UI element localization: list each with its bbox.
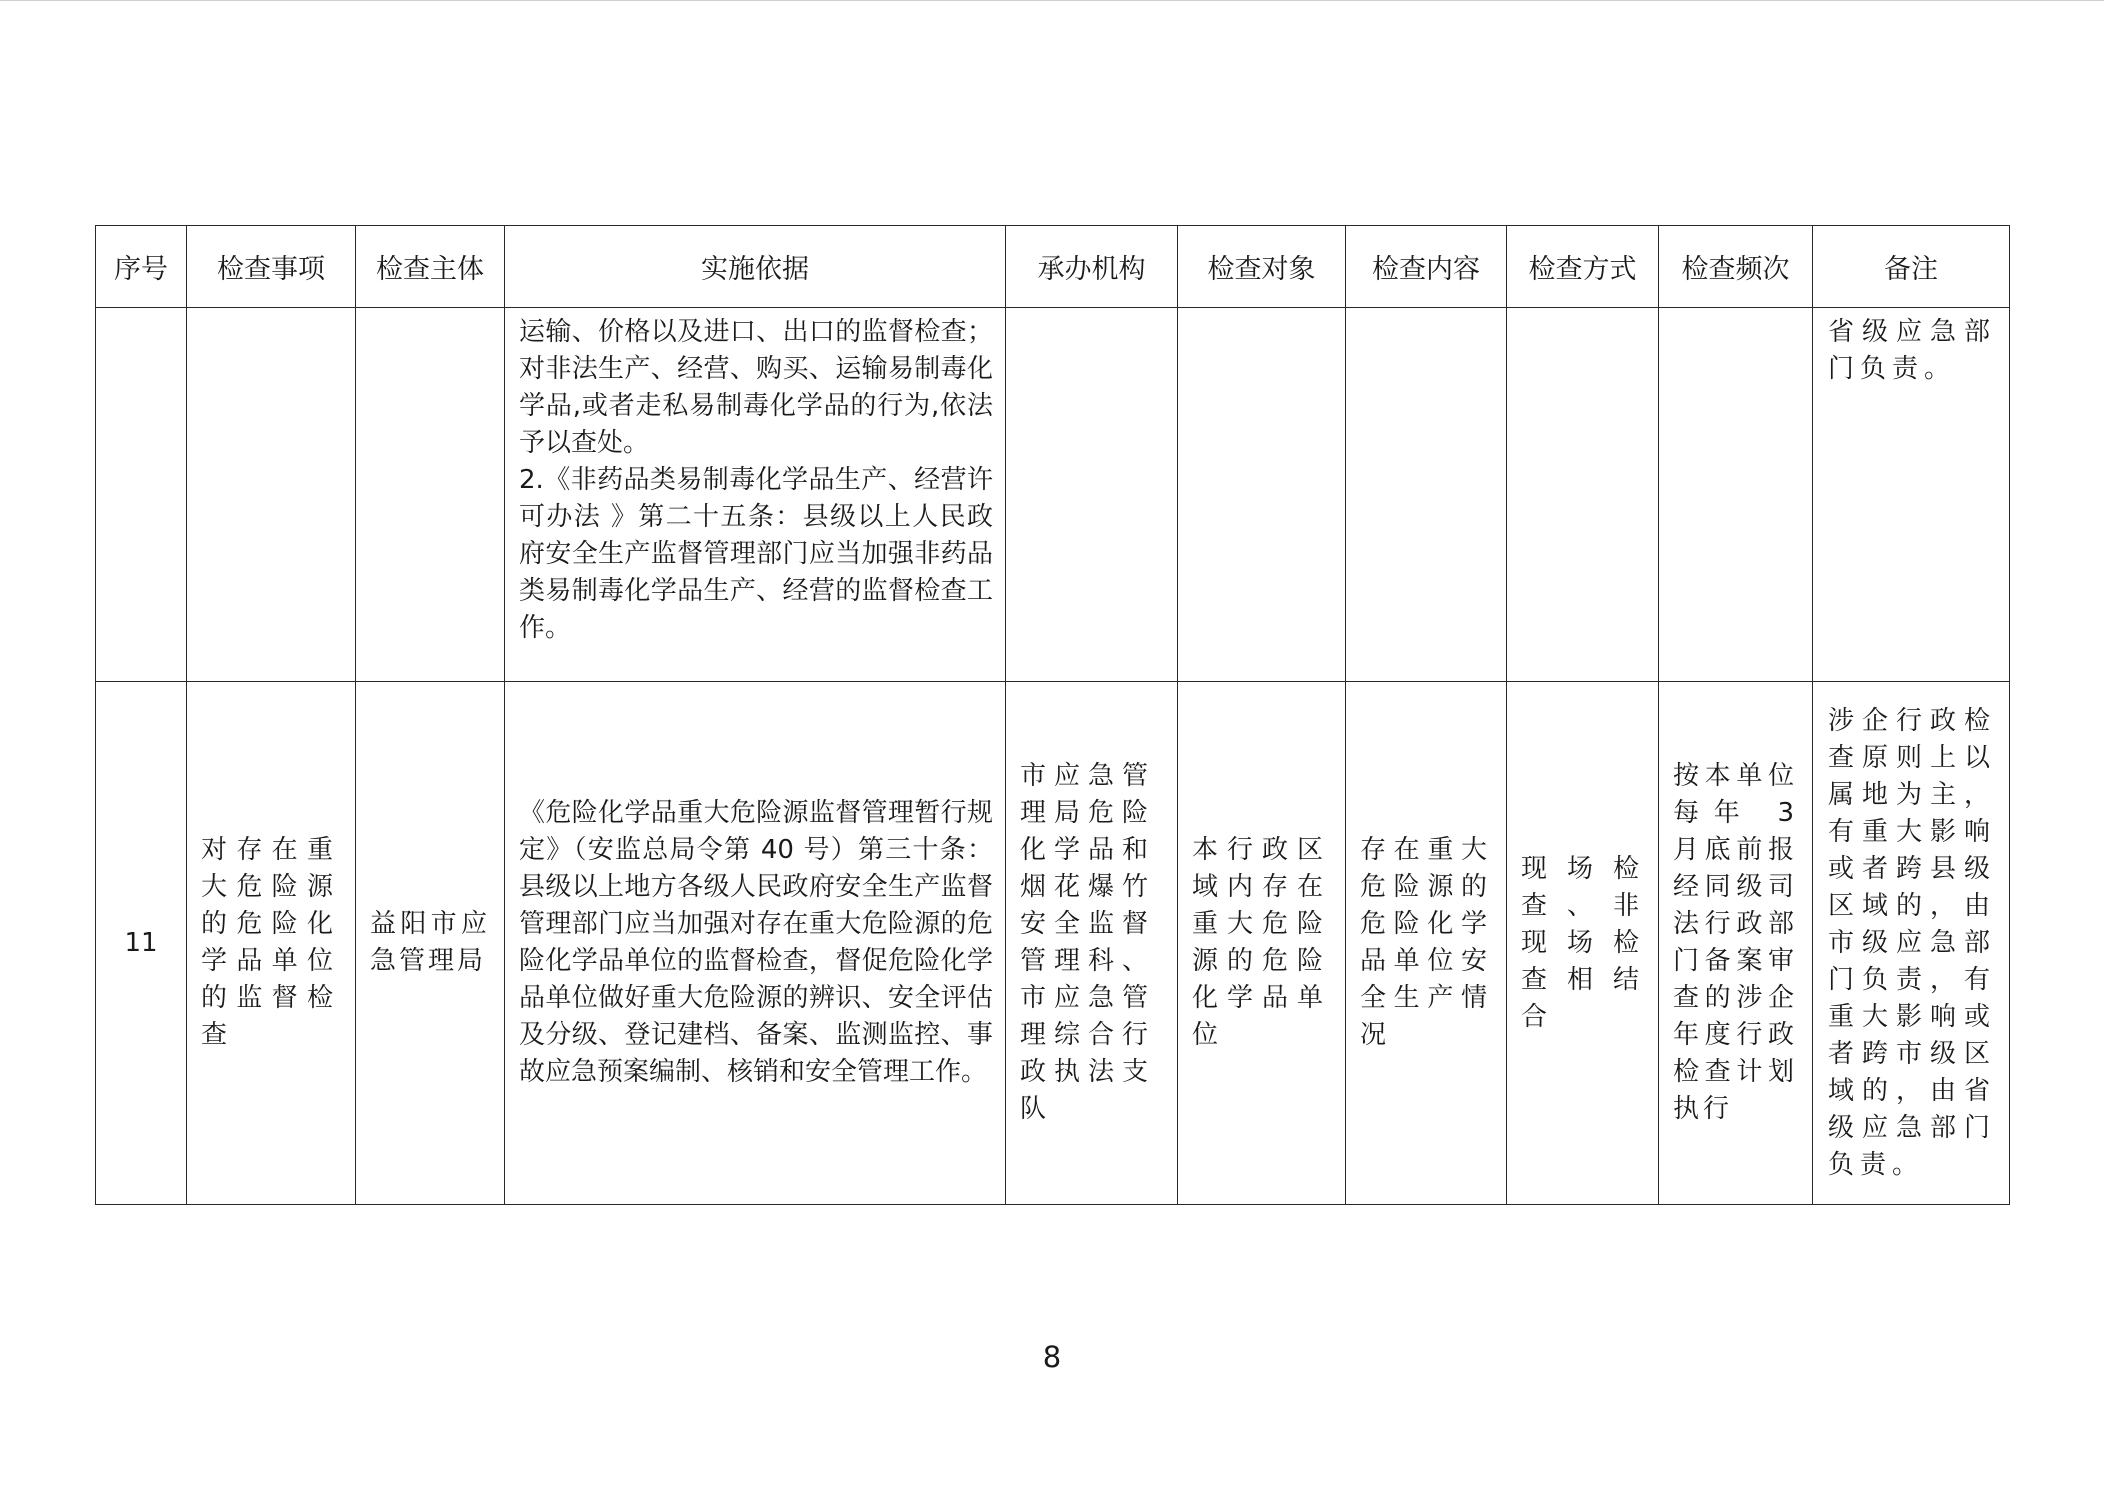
basis-paragraph-1: 运输、价格以及进口、出口的监督检查；对非法生产、经营、购买、运输易制毒化学品,或者走私易制毒化学品的行为,依法予以查处。: [519, 317, 993, 458]
header-seq: 序号: [96, 226, 187, 308]
cell-frequency: 按本单位每年 3 月底前报经同级司法行政部门备案审查的涉企年度行政检查计划执行: [1659, 682, 1813, 1205]
cell-content: 存在重大危险源的危险化学品单位安全生产情况: [1346, 682, 1507, 1205]
cell-basis: 《危险化学品重大危险源监督管理暂行规定》（安监总局令第 40 号）第三十条：县级以上地方各级人民政府安全生产监督管理部门应当加强对存在重大危险源的危险化学品单位的监督检查，督促危险化学品单位做好重大危险源的辨识、安全评估及分级、登记建档、备案、监测监控、事故应急预案编制、核销和安全管理工作。: [505, 682, 1006, 1205]
table-header-row: [96, 226, 2010, 308]
page-top-border: [0, 0, 2104, 1]
cell-agency: [1006, 308, 1178, 682]
header-object: 检查对象: [1178, 226, 1346, 308]
cell-remark: 省级应急部门负责。: [1813, 308, 2010, 682]
cell-basis: [505, 308, 1006, 682]
table-row-continuation: [96, 308, 2010, 682]
cell-item: 对存在重大危险源的危险化学品单位的监督检查: [187, 682, 356, 1205]
header-method: 检查方式: [1507, 226, 1659, 308]
cell-seq: [96, 308, 187, 682]
header-remark: 备注: [1813, 226, 2010, 308]
header-agency: 承办机构: [1006, 226, 1178, 308]
table-row-11: [96, 682, 2010, 1205]
basis-paragraph-2: 2.《非药品类易制毒化学品生产、经营许可办法 》第二十五条：县级以上人民政府安全生产监督管理部门应当加强非药品类易制毒化学品生产、经营的监督检查工作。: [519, 465, 993, 643]
cell-remark: 涉企行政检查原则上以属地为主，有重大影响或者跨县级区域的，由市级应急部门负责，有重大影响或者跨市级区域的，由省级应急部门负责。: [1813, 682, 2010, 1205]
cell-seq: 11: [96, 682, 187, 1205]
header-content: 检查内容: [1346, 226, 1507, 308]
cell-method: 现场检查、非现场检查相结合: [1507, 682, 1659, 1205]
cell-content: [1346, 308, 1507, 682]
header-basis: 实施依据: [505, 226, 1006, 308]
cell-method: [1507, 308, 1659, 682]
cell-object: 本行政区域内存在重大危险源的危险化学品单位: [1178, 682, 1346, 1205]
cell-subject: 益阳市应急管理局: [356, 682, 505, 1205]
header-item: 检查事项: [187, 226, 356, 308]
page-number: 8: [1042, 1340, 1062, 1374]
header-frequency: 检查频次: [1659, 226, 1813, 308]
cell-object: [1178, 308, 1346, 682]
cell-agency: 市应急管理局危险化学品和烟花爆竹安全监督管理科、市应急管理综合行政执法支队: [1006, 682, 1178, 1205]
header-subject: 检查主体: [356, 226, 505, 308]
inspection-table: [95, 225, 2010, 1205]
cell-item: [187, 308, 356, 682]
cell-subject: [356, 308, 505, 682]
cell-frequency: [1659, 308, 1813, 682]
